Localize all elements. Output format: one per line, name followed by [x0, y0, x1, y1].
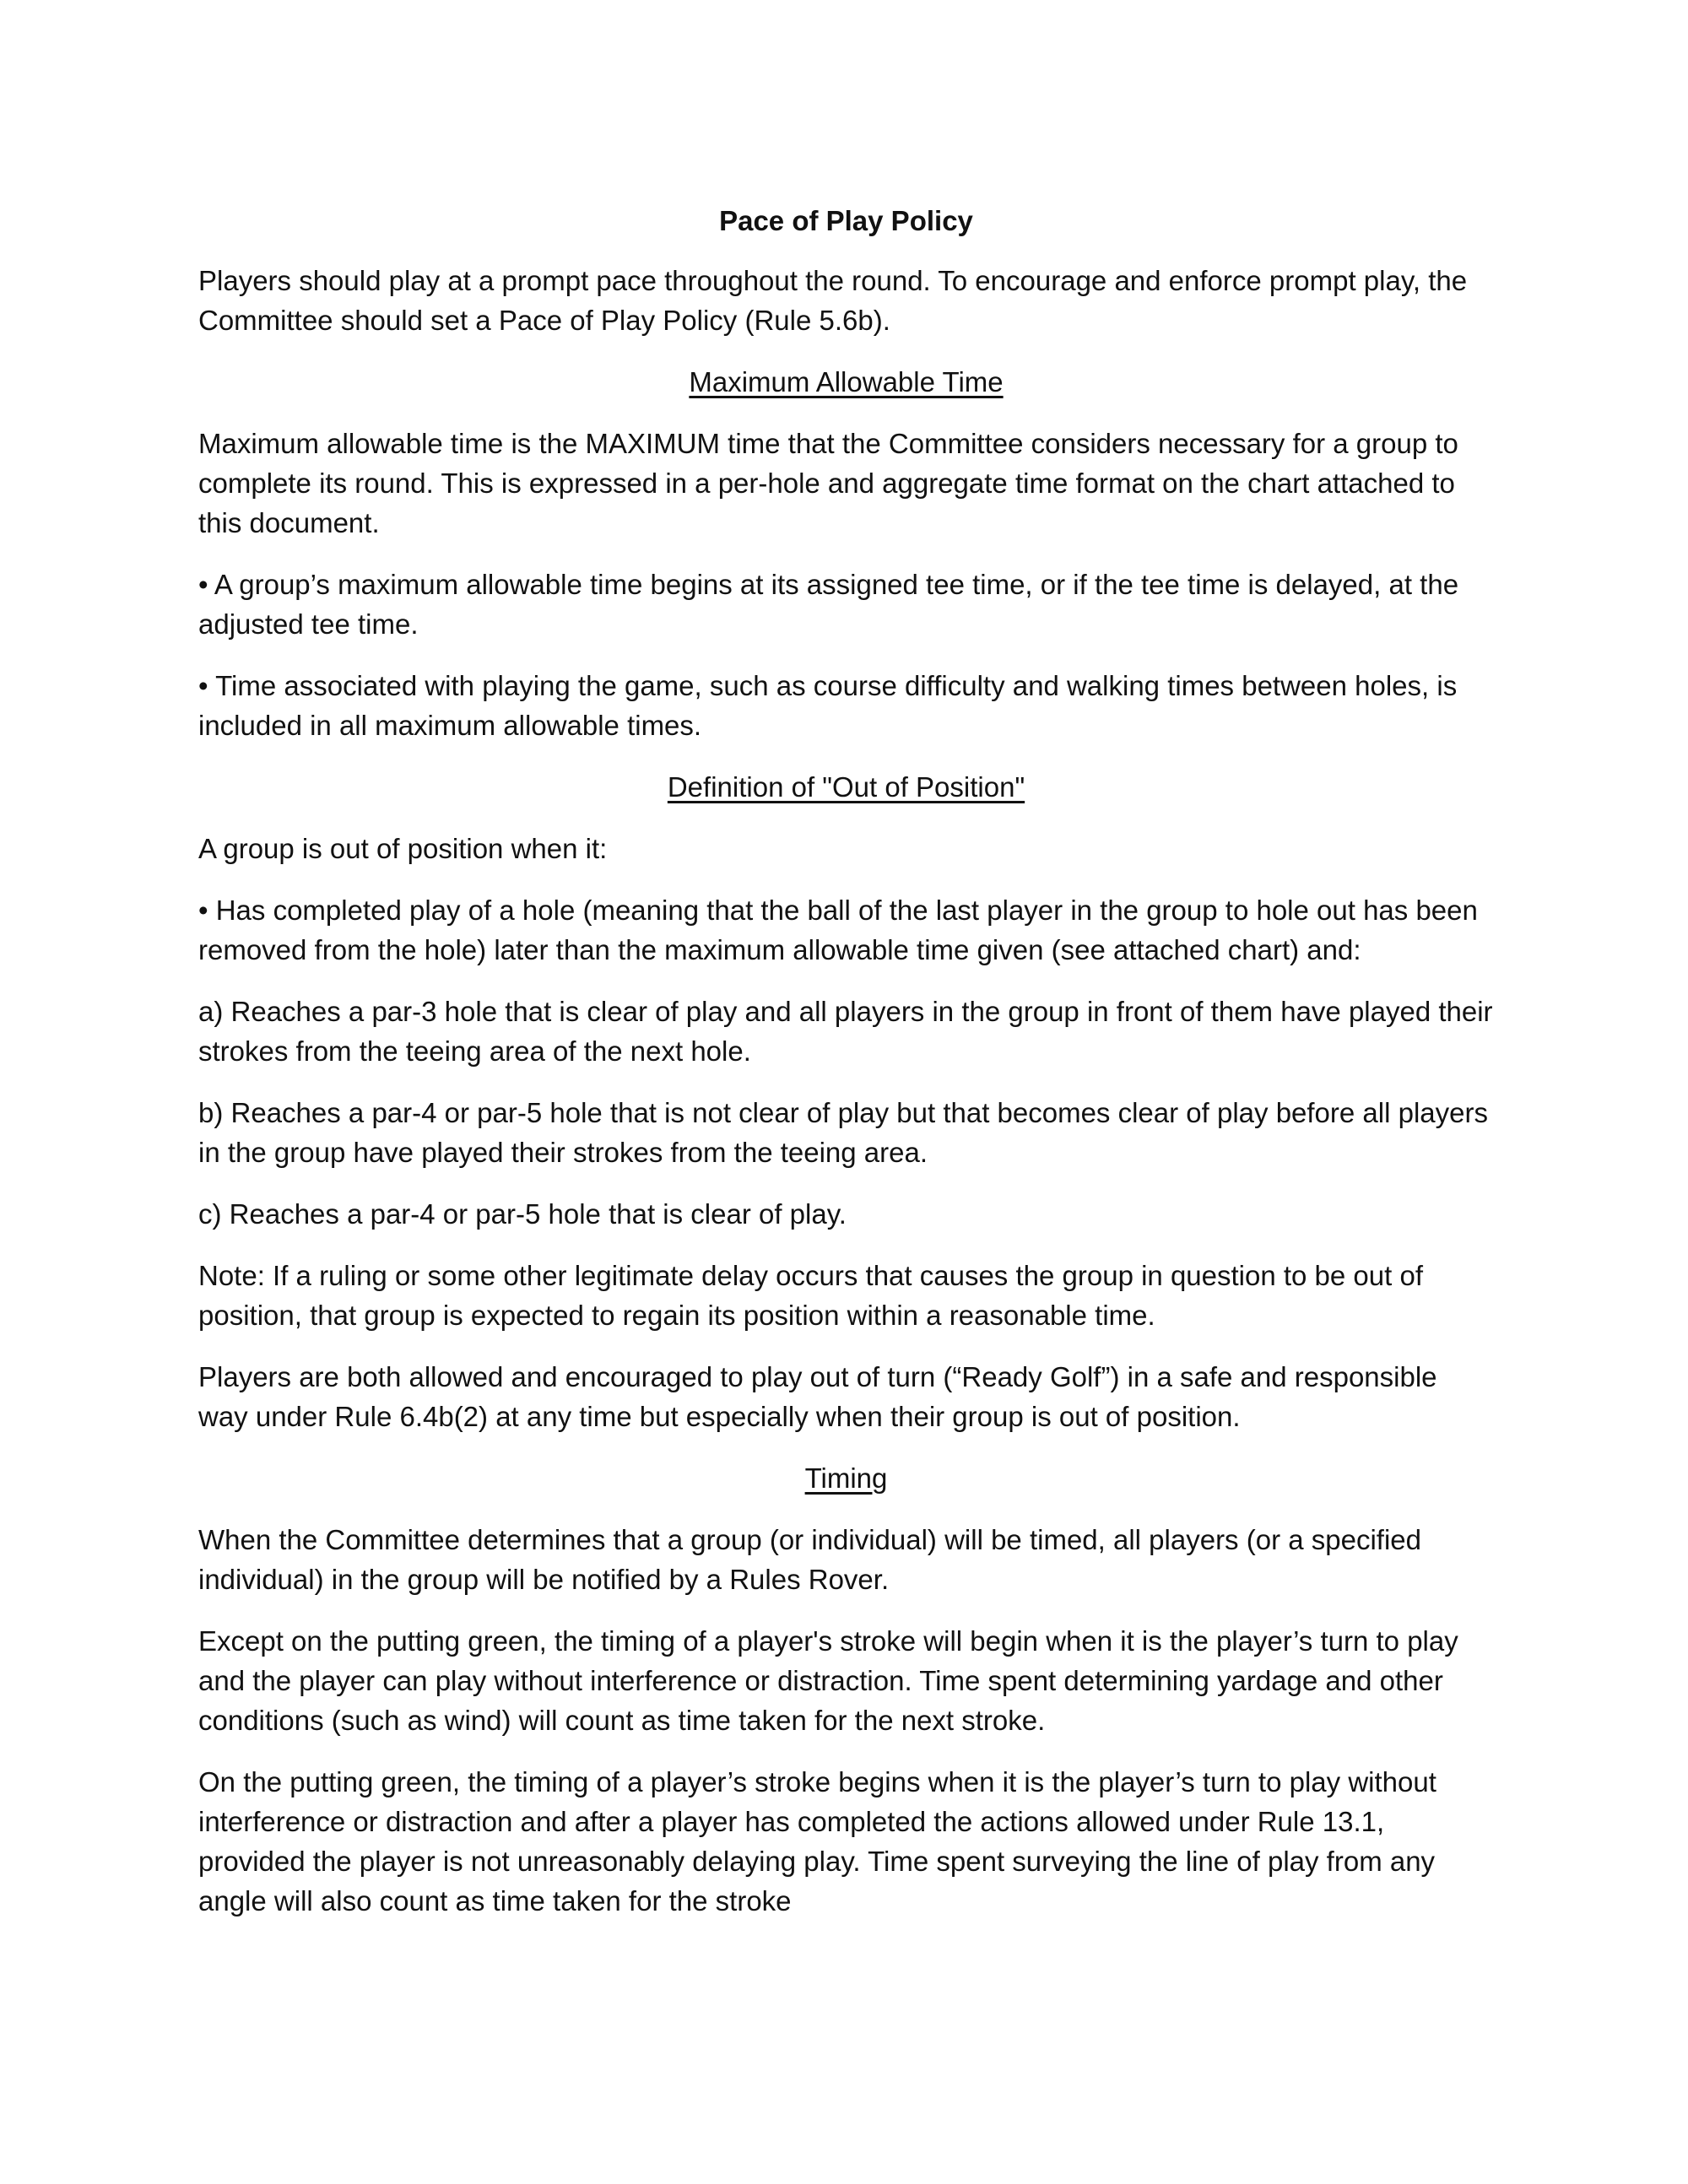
heading-maximum-allowable-time: Maximum Allowable Time	[689, 366, 1004, 397]
timing-paragraph-notify: When the Committee determines that a group (or individual) will be timed, all players (or a specified individual) in the group will be notified by a Rules Rover.	[198, 1524, 1421, 1595]
out-of-position-note: Note: If a ruling or some other legitimate delay occurs that causes the group in question to be out of position, that group is expected to regain its position within a reasonable time.	[198, 1260, 1424, 1331]
heading-out-of-position: Definition of "Out of Position"	[667, 771, 1025, 803]
max-time-bullet-tee-time: • A group’s maximum allowable time begins at its assigned tee time, or if the tee time is delayed, at the adjusted tee time.	[198, 569, 1459, 640]
document-body	[198, 201, 1494, 1943]
page-title: Pace of Play Policy	[719, 205, 973, 236]
out-of-position-item-a: a) Reaches a par-3 hole that is clear of play and all players in the group in front of them have played their strokes from the teeing area of the next hole.	[198, 996, 1493, 1067]
out-of-position-item-b: b) Reaches a par-4 or par-5 hole that is not clear of play but that becomes clear of play before all players in the group have played their strokes from the teeing area.	[198, 1097, 1488, 1168]
heading-timing: Timing	[804, 1462, 888, 1494]
ready-golf-paragraph: Players are both allowed and encouraged to play out of turn (“Ready Golf”) in a safe and responsible way under Rule 6.4b(2) at any time but especially when their group is out of position.	[198, 1361, 1437, 1432]
out-of-position-lead: A group is out of position when it:	[198, 833, 608, 864]
out-of-position-item-c: c) Reaches a par-4 or par-5 hole that is clear of play.	[198, 1198, 847, 1230]
timing-paragraph-putting-green: On the putting green, the timing of a player’s stroke begins when it is the player’s turn to play without interference or distraction and after a player has completed the actions allowed under Rule 13.1, provided the player is not unreasonably delaying play. Time spent surveying the line of play from any angle will also count as time taken for the stroke	[198, 1766, 1436, 1916]
timing-paragraph-except-green: Except on the putting green, the timing of a player's stroke will begin when it is the player’s turn to play and the player can play without interference or distraction. Time spent determining yardage and other conditions (such as wind) will count as time taken for the next stroke.	[198, 1625, 1458, 1736]
max-time-bullet-included: • Time associated with playing the game, such as course difficulty and walking times between holes, is included in all maximum allowable times.	[198, 670, 1458, 741]
out-of-position-bullet: • Has completed play of a hole (meaning that the ball of the last player in the group to hole out has been removed from the hole) later than the maximum allowable time given (see attached chart) and:	[198, 895, 1478, 965]
max-time-paragraph: Maximum allowable time is the MAXIMUM time that the Committee considers necessary for a group to complete its round. This is expressed in a per-hole and aggregate time format on the chart attached to this document.	[198, 428, 1458, 538]
intro-paragraph: Players should play at a prompt pace throughout the round. To encourage and enforce prompt play, the Committee should set a Pace of Play Policy (Rule 5.6b).	[198, 265, 1468, 336]
